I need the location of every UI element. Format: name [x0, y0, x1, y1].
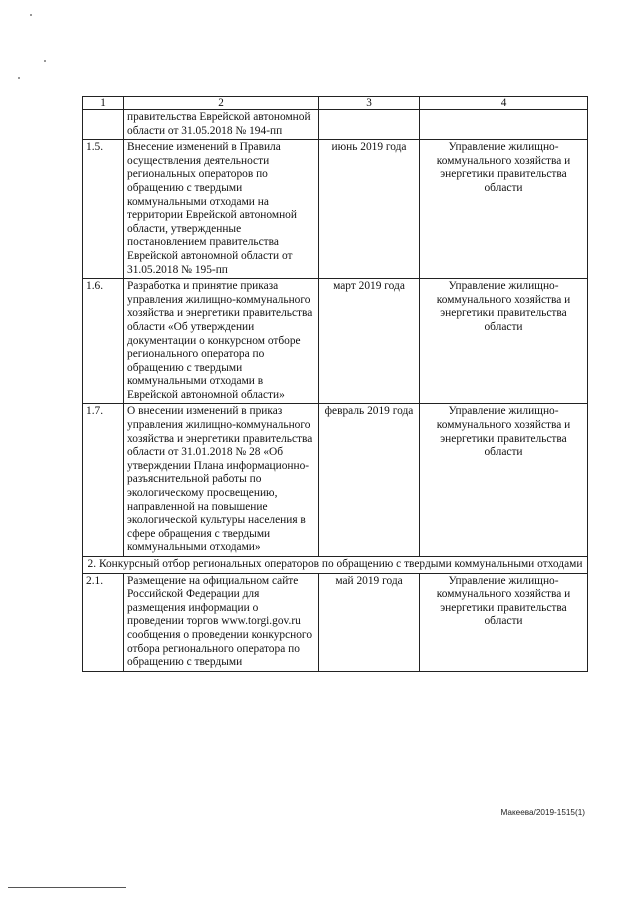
row-number: 1.5. — [83, 140, 124, 279]
header-col-1: 1 — [83, 97, 124, 110]
table-row — [83, 140, 588, 279]
row-number: 2.1. — [83, 573, 124, 671]
table-row — [83, 110, 588, 140]
scan-artifact-line — [8, 887, 126, 888]
row-description: Внесение изменений в Правила осуществления деятельности региональных операторов по обращению с твердыми коммунальными отходами на территории Еврейской автономной области, утвержденные постановлением правительства Еврейской автономной области от 31.05.2018 № 195-пп — [124, 140, 319, 279]
table-header-row — [83, 97, 588, 110]
row-responsible — [420, 110, 588, 140]
row-deadline: март 2019 года — [319, 279, 420, 404]
row-deadline: февраль 2019 года — [319, 404, 420, 557]
document-code: Макеева/2019-1515(1) — [500, 808, 585, 817]
table-row — [83, 279, 588, 404]
row-deadline: июнь 2019 года — [319, 140, 420, 279]
header-col-4: 4 — [420, 97, 588, 110]
row-responsible: Управление жилищно-коммунального хозяйства и энергетики правительства области — [420, 573, 588, 671]
row-responsible: Управление жилищно-коммунального хозяйства и энергетики правительства области — [420, 404, 588, 557]
table-row — [83, 404, 588, 557]
header-col-2: 2 — [124, 97, 319, 110]
row-responsible: Управление жилищно-коммунального хозяйства и энергетики правительства области — [420, 140, 588, 279]
header-col-3: 3 — [319, 97, 420, 110]
section-row — [83, 557, 588, 574]
scan-speck — [18, 77, 20, 79]
row-number: 1.7. — [83, 404, 124, 557]
row-responsible: Управление жилищно-коммунального хозяйства и энергетики правительства области — [420, 279, 588, 404]
scan-speck — [44, 60, 46, 62]
row-description: Размещение на официальном сайте Российской Федерации для размещения информации о проведении торгов www.torgi.gov.ru сообщения о проведении конкурсного отбора регионального оператора по обращению с твердыми — [124, 573, 319, 671]
row-number: 1.6. — [83, 279, 124, 404]
row-description: О внесении изменений в приказ управления жилищно-коммунального хозяйства и энергетики правительства области от 31.01.2018 № 28 «Об утверждении Плана информационно-разъяснительной работы по экологическому просвещению, направленной на повышение экологической культуры населения в сфере обращения с твердыми коммунальными отходами» — [124, 404, 319, 557]
section-heading: 2. Конкурсный отбор региональных операторов по обращению с твердыми коммунальными отходами — [83, 557, 588, 574]
scan-speck — [30, 14, 32, 16]
row-number — [83, 110, 124, 140]
row-deadline: май 2019 года — [319, 573, 420, 671]
row-deadline — [319, 110, 420, 140]
plan-table — [82, 96, 588, 672]
row-description: правительства Еврейской автономной области от 31.05.2018 № 194-пп — [124, 110, 319, 140]
row-description: Разработка и принятие приказа управления жилищно-коммунального хозяйства и энергетики правительства области «Об утверждении документации о конкурсном отборе регионального оператора по обращению с твердыми коммунальными отходами в Еврейской автономной области» — [124, 279, 319, 404]
table-row — [83, 573, 588, 671]
